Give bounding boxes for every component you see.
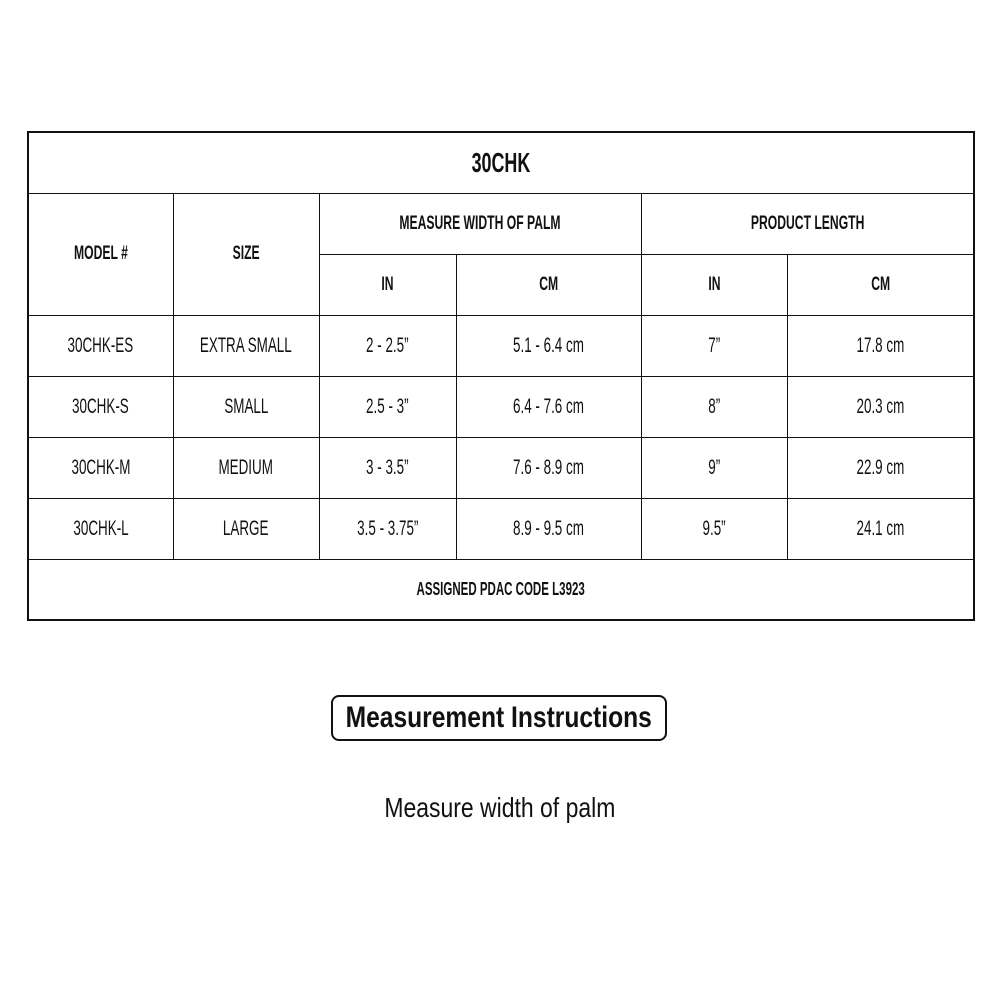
size-value: EXTRA SMALL bbox=[200, 333, 292, 357]
header-size: SIZE bbox=[232, 243, 260, 264]
model-cell bbox=[44, 315, 157, 376]
model-cell bbox=[44, 437, 157, 498]
model-value: 30CHK-S bbox=[72, 394, 130, 418]
length-in-cell bbox=[657, 376, 771, 437]
length-cm-value: 22.9 cm bbox=[856, 455, 905, 479]
instructions-title-box bbox=[331, 695, 667, 741]
model-value: 30CHK-ES bbox=[67, 333, 134, 357]
palm-in-cell bbox=[334, 315, 441, 376]
palm-in-cell bbox=[334, 437, 441, 498]
length-in-value: 9.5” bbox=[702, 516, 726, 540]
model-cell bbox=[44, 498, 157, 559]
table-row bbox=[28, 376, 974, 437]
palm-cm-cell bbox=[476, 498, 620, 559]
length-in-cell bbox=[657, 437, 771, 498]
model-cell bbox=[44, 376, 157, 437]
palm-in-value: 2 - 2.5” bbox=[366, 333, 409, 357]
size-cell bbox=[189, 437, 303, 498]
size-cell bbox=[189, 376, 303, 437]
model-value: 30CHK-L bbox=[73, 516, 129, 540]
palm-in-cell bbox=[334, 498, 441, 559]
length-in-cell bbox=[657, 315, 771, 376]
header-length-in: IN bbox=[707, 273, 721, 295]
length-cm-cell bbox=[808, 376, 954, 437]
length-cm-value: 20.3 cm bbox=[856, 394, 905, 418]
table-title-cell bbox=[132, 132, 870, 193]
palm-in-value: 3.5 - 3.75” bbox=[356, 516, 419, 540]
header-length-cm-cell bbox=[808, 254, 954, 315]
model-value: 30CHK-M bbox=[71, 455, 131, 479]
instructions-text-block bbox=[0, 792, 1000, 824]
palm-in-value: 2.5 - 3” bbox=[366, 394, 409, 418]
header-palm-in: IN bbox=[381, 273, 394, 295]
palm-in-value: 3 - 3.5” bbox=[366, 455, 409, 479]
header-length-group: PRODUCT LENGTH bbox=[750, 212, 865, 234]
size-value: SMALL bbox=[223, 394, 269, 418]
size-chart-table bbox=[27, 131, 975, 621]
header-row-1 bbox=[28, 193, 974, 254]
length-in-cell bbox=[657, 498, 771, 559]
length-cm-value: 24.1 cm bbox=[856, 516, 905, 540]
table-row bbox=[28, 315, 974, 376]
length-cm-cell bbox=[808, 315, 954, 376]
size-cell bbox=[189, 498, 303, 559]
table-footer-cell bbox=[132, 559, 870, 620]
header-length-cm: CM bbox=[870, 273, 890, 295]
palm-cm-value: 6.4 - 7.6 cm bbox=[513, 394, 584, 418]
instructions-title: Measurement Instructions bbox=[345, 701, 653, 734]
header-row-2 bbox=[28, 254, 974, 315]
length-in-value: 8” bbox=[708, 394, 720, 418]
header-length-in-cell bbox=[657, 254, 771, 315]
table-title-row bbox=[28, 132, 974, 193]
palm-in-cell bbox=[334, 376, 441, 437]
header-palm-group: MEASURE WIDTH OF PALM bbox=[399, 212, 561, 234]
header-length-group-cell bbox=[678, 193, 938, 254]
palm-cm-value: 5.1 - 6.4 cm bbox=[513, 333, 584, 357]
palm-cm-cell bbox=[476, 437, 620, 498]
size-cell bbox=[189, 315, 303, 376]
header-model-cell bbox=[44, 193, 157, 315]
palm-cm-value: 7.6 - 8.9 cm bbox=[513, 455, 584, 479]
instructions-text: Measure width of palm bbox=[384, 792, 616, 823]
size-value: MEDIUM bbox=[218, 455, 274, 479]
palm-cm-cell bbox=[476, 376, 620, 437]
palm-cm-value: 8.9 - 9.5 cm bbox=[513, 516, 584, 540]
length-cm-cell bbox=[808, 498, 954, 559]
palm-cm-cell bbox=[476, 315, 620, 376]
table-row bbox=[28, 498, 974, 559]
header-size-cell bbox=[189, 193, 303, 315]
size-value: LARGE bbox=[223, 516, 269, 540]
table-footer-row bbox=[28, 559, 974, 620]
pdac-code: ASSIGNED PDAC CODE L3923 bbox=[416, 578, 586, 599]
header-palm-in-cell bbox=[334, 254, 441, 315]
length-in-value: 9” bbox=[708, 455, 720, 479]
table-title: 30CHK bbox=[471, 146, 531, 178]
length-cm-cell bbox=[808, 437, 954, 498]
table-row bbox=[28, 437, 974, 498]
length-in-value: 7” bbox=[708, 333, 720, 357]
length-cm-value: 17.8 cm bbox=[856, 333, 905, 357]
header-palm-group-cell bbox=[354, 193, 605, 254]
header-palm-cm: CM bbox=[539, 273, 558, 295]
header-palm-cm-cell bbox=[476, 254, 620, 315]
header-model: MODEL # bbox=[73, 243, 128, 264]
